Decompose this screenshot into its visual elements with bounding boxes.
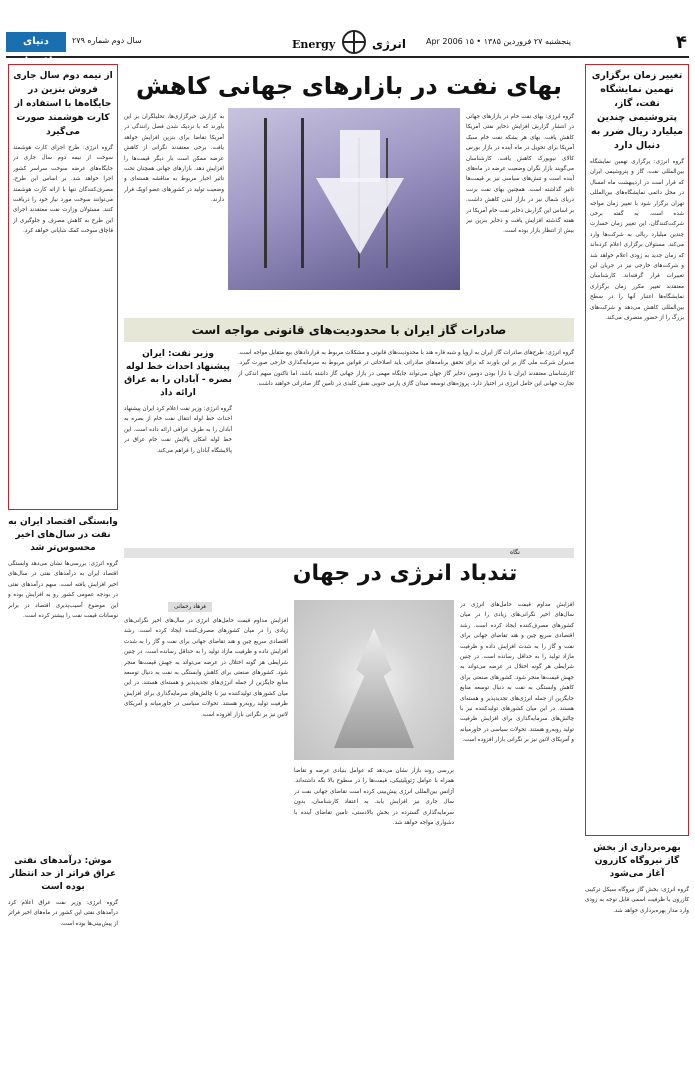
storm-body-2: بررسی روند بازار نشان می‌دهد که عوامل بنیادی عرضه و تقاضا همراه با عوامل ژئوپلیتیکی، قیمت‌ها را در سطوح بالا نگه داشته‌اند. آژانس بین‌المللی انرژی پیش‌بینی کرده است تقاضای جهانی نفت در سال جاری نیز افزایش یابد. به اعتقاد کارشناسان، بدون سرمایه‌گذاری گسترده در بخش بالادستی، تامین تقاضای آینده با دشواری مواجه خواهد شد. [294,768,454,827]
fire-illustration [294,600,454,760]
oil-rig-photo [228,108,460,290]
main-story-col-2 [124,112,224,312]
note-label: نگاه [510,549,520,556]
main-story-col-1 [466,112,574,312]
bottom-right-headline: بهره‌برداری از بخش گاز نیروگاه کازرون آغاز می‌شود [593,843,681,879]
left-box-headline: از نیمه دوم سال جاری فروش بنزین در جایگاه‌ها با استفاده از کارت هوشمند صورت می‌گیرد [13,71,113,137]
main-story-body: گروه انرژی: بهای نفت خام در بازارهای جهانی در انتشار گزارش افزایش ذخایر نفتی آمریکا کاهش یافت. بهای هر بشکه نفت خام سبک آمریکا برای تحویل در ماه آینده در بازار بورس کالای نیویورک کاهش یافت. کارشناسان می‌گویند بازار نگران وضعیت عرضه در ماه‌های آینده است و تنش‌های سیاسی نیز بر قیمت‌ها تاثیر گذاشته است. همچنین بهای نفت برنت دریای شمال نیز در بازار لندن کاهش داشت. بر اساس این گزارش ذخایر نفت خام آمریکا در هفته گذشته افزایش یافت و ذخایر بنزین نیز بیش از انتظار بازار بوده است. [466,114,574,235]
right-news-box [585,64,689,836]
gas-story [238,348,574,542]
left-sub-body: گروه انرژی: بررسی‌ها نشان می‌دهد وابستگی اقتصاد ایران به درآمدهای نفتی در سال‌های اخیر افزایش یافته است. سهم درآمدهای نفتی در بودجه عمومی کشور رو به افزایش بوده و این موضوع آسیب‌پذیری اقتصاد در برابر نوسانات قیمت نفت را بیشتر کرده است. [8,561,118,620]
left-sub-story [8,516,118,1068]
left-box-body: گروه انرژی: طرح اجرای کارت هوشمند سوخت از نیمه دوم سال جاری در جایگاه‌های عرضه سوخت سراسر کشور اجرا خواهد شد. بر اساس این طرح، مصرف‌کنندگان تنها با ارائه کارت هوشمند می‌توانند سوخت مورد نیاز خود را دریافت کنند. مسئولان وزارت نفت معتقدند اجرای این طرح به کاهش مصرف و جلوگیری از قاچاق سوخت کمک شایانی خواهد کرد. [13,145,113,235]
left-sub-headline-2: موش: درآمدهای نفتی عراق فراتر از حد انتظار بوده است [9,856,117,892]
bottom-right-body: گروه انرژی: بخش گاز نیروگاه سیکل ترکیبی کازرون با ظرفیت اسمی قابل توجه به زودی وارد مدار بهره‌برداری خواهد شد. [585,887,689,914]
flame-icon [334,628,414,748]
gas-headline: صادرات گاز ایران با محدودیت‌های قانونی مواجه است [124,318,574,342]
bottom-right-story [585,842,689,1082]
left-sub-headline: وابستگی اقتصاد ایران به نفت در سال‌های اخیر محسوس‌تر شد [8,517,118,553]
pipeline-story [124,348,232,544]
storm-headline: تندباد انرژی در جهان [292,561,518,586]
section-title-en: Energy [292,38,336,51]
right-box-body: گروه انرژی: برگزاری نهمین نمایشگاه بین‌المللی نفت، گاز و پتروشیمی ایران که قرار است در اردیبهشت ماه امسال در محل دائمی نمایشگاه‌های بین‌المللی تهران برگزار شود با تغییر زمان مواجه شده است. به گفته برخی شرکت‌کنندگان، این تغییر زمان خسارت چندین میلیارد ریالی به شرکت‌ها وارد می‌کند. مسئولان برگزاری اعلام کرده‌اند که زمان جدید به زودی اعلام خواهد شد و شرکت‌های خارجی نیز در جریان این تغییرات قرار گرفته‌اند. کارشناسان معتقدند تغییر مکرر زمان برگزاری نمایشگاه‌ها اعتبار آنها را در سطح بین‌المللی کاهش می‌دهد و شرکت‌های بزرگ را از حضور منصرف می‌کند. [590,159,684,322]
left-sub-body-2: گروه انرژی: وزیر نفت عراق اعلام کرد درآمدهای نفتی این کشور در ماه‌های اخیر فراتر از پیش‌بینی‌ها بوده است. [8,900,118,927]
pipeline-headline: وزیر نفت: ایران پیشنهاد احداث خط لوله بصره - آبادان را به عراق ارائه داد [124,349,232,398]
author-label: فرهاد رحمانی [168,602,212,612]
left-news-box [8,64,118,510]
gas-story-body: گروه انرژی: طرح‌های صادرات گاز ایران به اروپا و شبه قاره هند با محدودیت‌های قانونی و مشکلات مربوط به قراردادهای بیع متقابل مواجه است. مدیران شرکت ملی گاز بر این باورند که برای تحقق برنامه‌های صادراتی باید اصلاحاتی در قوانین مربوط به سرمایه‌گذاری خارجی صورت گیرد. کارشناسان معتقدند ایران با دارا بودن دومین ذخایر گاز جهان می‌تواند جایگاه مهمی در بازار جهانی گاز داشته باشد، اما تاکنون سهم اندکی از تجارت جهانی این حامل انرژی در اختیار دارد. پروژه‌های توسعه میدان گازی پارس جنوبی نقش کلیدی در تامین گاز صادراتی خواهند داشت. [238,350,574,388]
issue-number: سال دوم شماره ۲۷۹ [72,36,142,45]
storm-body-3: افزایش مداوم قیمت حامل‌های انرژی در سال‌های اخیر نگرانی‌های زیادی را در میان کشورهای مصرف‌کننده ایجاد کرده است. رشد اقتصادی سریع چین و هند تقاضای جهانی برای نفت و گاز را به شدت افزایش داده و ظرفیت مازاد تولید را به حداقل رسانده است. در چنین شرایطی هر گونه اختلال در عرضه می‌تواند به جهش قیمت‌ها منجر شود. کشورهای صنعتی برای کاهش وابستگی به نفت به دنبال توسعه منابع جایگزین از جمله انرژی‌های تجدیدپذیر و هسته‌ای هستند. در این میان کشورهای تولیدکننده نیز با چالش‌های سرمایه‌گذاری برای افزایش ظرفیت تولید روبه‌رو هستند. تحولات سیاسی در خاورمیانه و آمریکای لاتین نیز بر نگرانی بازار افزوده است. [124,618,288,718]
section-title-fa: انرژی [372,37,406,51]
newspaper-logo: دنیای اقتصاد [6,32,66,52]
page-number: ۴ [676,32,687,53]
down-arrow-icon [316,178,404,254]
right-box-headline: تغییر زمان برگزاری نهمین نمایشگاه نفت، گاز، پتروشیمی چندین میلیارد ریال ضرر به دنبال دارد [590,70,684,151]
storm-col-1 [460,600,574,1082]
storm-body: افزایش مداوم قیمت حامل‌های انرژی در سال‌های اخیر نگرانی‌های زیادی را در میان کشورهای مصرف‌کننده ایجاد کرده است. رشد اقتصادی سریع چین و هند تقاضای جهانی برای نفت و گاز را به شدت افزایش داده و ظرفیت مازاد تولید را به حداقل رسانده است. در چنین شرایطی هر گونه اختلال در عرضه می‌تواند به جهش قیمت‌ها منجر شود. کشورهای صنعتی برای کاهش وابستگی به نفت به دنبال توسعه منابع جایگزین از جمله انرژی‌های تجدیدپذیر و هسته‌ای هستند. در این میان کشورهای تولیدکننده نیز با چالش‌های سرمایه‌گذاری برای افزایش ظرفیت تولید روبه‌رو هستند. تحولات سیاسی در خاورمیانه و آمریکای لاتین نیز بر نگرانی بازار افزوده است. [460,602,574,744]
globe-icon [342,30,366,54]
main-headline: بهای نفت در بازارهای جهانی کاهش [136,72,562,100]
derrick-shape [264,118,304,268]
storm-col-3 [124,616,288,1082]
storm-col-2 [294,766,454,1082]
main-story-body-2: به گزارش خبرگزاری‌ها، تحلیلگران بر این باورند که با نزدیک شدن فصل رانندگی در آمریکا تقاضا برای بنزین افزایش خواهد یافت. برخی معتقدند نگرانی از کاهش عرضه ممکن است بار دیگر قیمت‌ها را افزایش دهد. بازارهای جهانی همچنان تحت تاثیر اخبار مربوط به مناقشه هسته‌ای و وضعیت تولید در کشورهای عضو اوپک قرار دارند. [124,114,224,204]
down-arrow-stem [340,130,380,182]
issue-date: پنجشنبه ۲۷ فروردین ۱۳۸۵ • ۱۵ Apr 2006 [426,37,572,46]
pipeline-body: گروه انرژی: وزیر نفت اعلام کرد ایران پیشنهاد احداث خط لوله انتقال نفت خام از بصره به آبادان را به طرف عراقی ارائه داده است. این خط لوله امکان پالایش نفت خام عراق در پالایشگاه آبادان را فراهم می‌کند. [124,406,232,454]
page-header [6,6,689,67]
